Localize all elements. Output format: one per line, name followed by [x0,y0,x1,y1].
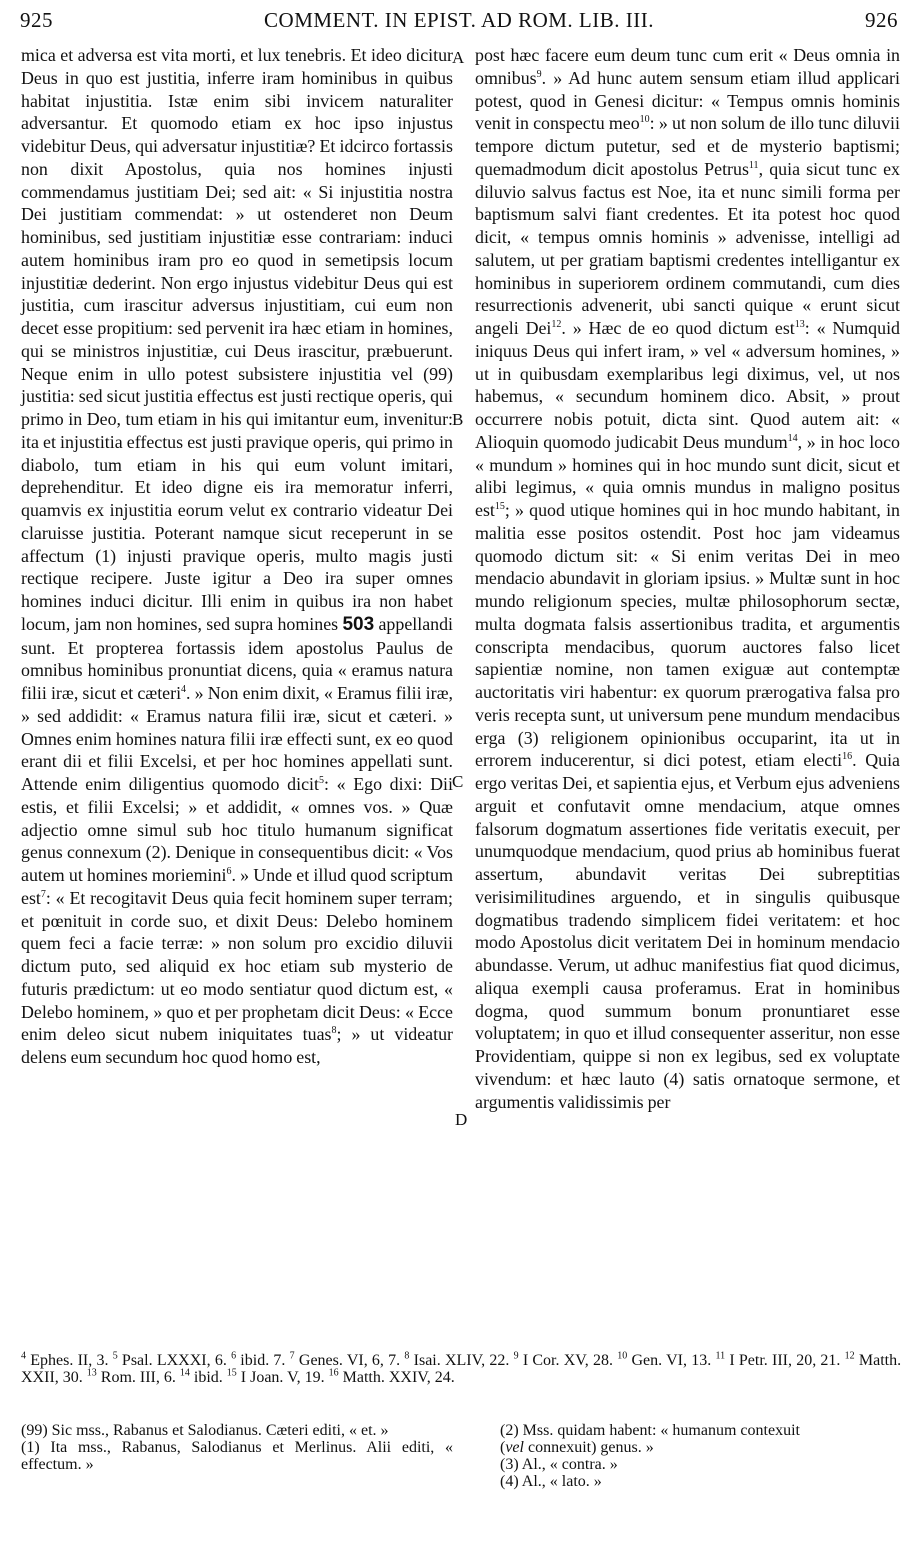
note-2-text: (2) Mss. quidam habent: « humanum contexuit [500,1422,800,1439]
footnote-ref: 8 [331,1025,337,1037]
left-text: . » Unde et illud quod scriptum est [21,865,453,908]
footnote-ref: 9 [536,68,542,80]
footnote-ref: 15 [494,501,505,513]
margin-letter-b: B [452,410,464,429]
reference: Psal. LXXXI, 6. [121,1352,227,1369]
footnote-ref: 14 [787,432,798,444]
margin-letter-c: C [452,772,464,791]
left-column [21,44,453,1069]
right-column [475,44,900,1113]
footnote-ref: 4 [181,684,187,696]
reference: Matth. XXIV, 24. [342,1369,455,1386]
left-text: mica et adversa est vita morti, et lux tenebris. Et ideo dicitur Deus in quo est justitia, inferre iram hominibus in quibus habitat injustitia. Istæ enim sibi invicem naturaliter adversantur. Et quomodo etiam ex hoc ipso injustus videbitur Deus, qui adversatur injustitiæ? Et idcirco fortassis non dixit Apostolus, quia nos homines injusti commendamus justitiam Dei; sed ait: « Si injustitia nostra Dei justitiam commendat: » ut ostenderet non Deum hominibus, sed justitiam injustitiæ esse contrariam: induci autem hominibus iram pro eo quod in semetipsis locum injustitiæ dederint. Non ergo injustus videbitur Deus qui est justitia, cum irascitur adversus injustitiam, cui eum non decet esse propitium: sed pervenit ira hæc etiam in homines, qui se ministros injustitiæ, cui Deus irascitur, præbuerunt. Neque enim in ullo potest subsistere injustitia vel (99) justitia: sed sicut justitia effectus est justi rectique operis, qui primo in Deo, tum etiam in his qui imitantur eum, invenitur: ita et injustitia effectus est justi pravique operis, qui primo in diabolo, tum etiam in his qui eum volunt imitari, deprehenditur. Et ideo digne eis ira memoratur inferri, quamvis ex injustitia eorum velut ex contrario videatur Dei claruisse justitia. Poterant namque sicut receperunt in se affectum (1) injusti pravique operis, multo magis justi rectique recipere. Juste igitur a Deo ira super omnes homines induci dicitur. Illi enim in quibus ira non habet locum, jam non homines, sed supra homines [21,45,453,634]
left-paragraph [21,44,453,1069]
margin-letter-a: A [452,48,465,67]
note-4: (4) Al., « lato. » [500,1473,602,1490]
footnote-ref: 5 [318,775,324,787]
note-3: (3) Al., « contra. » [500,1456,618,1473]
note-99: (99) Sic mss., Rabanus et Salodianus. Cæteri editi, « et. » [21,1422,389,1439]
reference: I Cor. XV, 28. [522,1352,614,1369]
margin-letter-d: D [455,1110,468,1129]
page-number-left: 925 [20,8,53,32]
left-text: ; » ut videatur delens eum secundum hoc quod homo est, [21,1024,453,1067]
right-text: ; » quod utique homines qui in hoc mundo habitant, in malitia esse positos ostendit. Post hoc jam videamus quomodo dictum sit: « Si enim veritas Dei in meo mendacio abundavit in gloriam ipsius. » Multæ sunt in hoc mundo religionum species, multæ philosophorum sectæ, multa dogmata falsis assertionibus tradita, et argumentis conscripta mendacibus, quorum auctores falso licet sapientiæ nomine, non tamen exiguæ aut contemptæ auctoritatis viri habentur: ex quorum prærogativa falsa pro veris recepta sunt, ut universum pene mundum mendacibus erga (3) religionem opinionibus occuparint, ita ut in errorem inducerentur, si dici potest, etiam electi [475,500,900,771]
footnote-ref: 6 [226,866,232,878]
right-text: , quia sicut tunc ex diluvio salvus factus est Noe, ita et nunc simili forma per baptismum salvi fiant credentes. Et ita potest hoc quod dicit, « tempus omnis hominis » advenisse, intelligi ad salutem, ut per gratiam baptismi credentes intelligantur ex hominibus in superiorem ordinem commutandi, cum dies resurrectionis advenerit, ubi sancti quique « erunt sicut angeli Dei [475,158,900,338]
note-2-variant: vel [505,1439,524,1456]
scripture-references: $^4$ Ephes. II, 3. $^5$ Psal. LXXXI, 6. $^6$ ibid. 7. $^7$ Genes. VI, 6, 7. $^8$ Isai. XLIV, 22. $^9$ I Cor. XV, 28. $^{10}$ Gen. VI, 13. $^{11}$ I Petr. III, 20, 21. $^{12}$ Matth. XXII, 30. $^{13}$ Rom. III, 6. $^{14}$ ibid. $^{15}$ I Joan. V, 19. $^{16}$ Matth. XXIV, 24. [21,1350,902,1386]
editorial-notes-right [500,1422,900,1490]
left-text: : « Ego dixi: Dii estis, et filii Excelsi; » et addidit, « omnes vos. » Quæ adjectio omne simul sub hoc titulo humanum significat genus connexum (2). Denique in consequentibus dicit: « Vos autem ut homines moriemini [21,774,453,885]
right-text: : « Numquid iniquus Deus qui infert iram, » vel « adversum homines, » ut in quibusdam exemplaribus legi diximus, vel, ut nos habemus, « secundum hominem dico. Absit, » prout occurrere nobis potuit, dicta sint. Quod autem ait: « Alioquin quomodo judicabit Deus mundum [475,318,900,452]
left-text: appellandi sunt. Et propterea fortassis idem apostolus Paulus de omnibus hominibus pronuntiat dicens, quia « eramus natura filii iræ, sicut et cæteri [21,613,453,703]
left-text: . » Non enim dixit, « Eramus filii iræ, » sed addidit: « Eramus natura filii iræ, sicut et cæteri. » Omnes enim homines natura filii iræ effecti sunt, ex eo quod erant dii et filii Excelsi, et per hoc homines appellati sunt. Attende enim diligentius quomodo dicit [21,683,453,794]
reference: Isai. XLIV, 22. [413,1352,510,1369]
footnote-ref: 7 [40,888,46,900]
footnote-ref: 13 [794,319,805,331]
right-text: . » Hæc de eo quod dictum est [561,318,795,338]
right-text: : » ut non solum de illo tunc diluvii tempore dictum putetur, sed et de mysterio baptismi; quemadmodum dicit apostolus Petrus [475,113,900,179]
note-2-text-cont: connexuit) genus. » [523,1439,654,1456]
reference: ibid. 7. [240,1352,286,1369]
footnote-ref: 10 [639,114,650,126]
reference: I Joan. V, 19. [240,1369,325,1386]
reference: Genes. VI, 6, 7. [298,1352,401,1369]
right-text: . » Ad hunc autem sensum etiam illud applicari potest, quod in Genesi dicitur: « Tempus omnis hominis venit in conspectu meo [475,67,900,134]
reference: Gen. VI, 13. [631,1352,712,1369]
running-header [20,8,898,38]
reference: I Petr. III, 20, 21. [729,1352,841,1369]
reference: Matth. XXII, 30. [21,1352,902,1386]
reference: Rom. III, 6. [100,1369,176,1386]
footnote-ref: 11 [748,159,759,171]
running-title: COMMENT. IN EPIST. AD ROM. LIB. III. [264,8,654,32]
editorial-notes-left [21,1422,453,1473]
reference: Ephes. II, 3. [30,1352,109,1369]
note-2: (2) Mss. quidam habent: « humanum contexuit (vel connexuit) genus. » [500,1422,800,1456]
page-marker: 503 [342,613,375,635]
right-text: , » in hoc loco « mundum » homines qui in hoc mundo sunt dicit, sicut et alibi legimus, « quia omnis mundus in maligno positus est [475,431,900,520]
footnote-ref: 12 [551,319,562,331]
right-text: post hæc facere eum deum tunc cum erit « Deus omnia in omnibus [475,45,900,88]
footnote-ref: 16 [842,751,853,763]
left-text: : « Et recogitavit Deus quia fecit hominem super terram; et pœnituit in corde suo, et dixit Deus: Delebo hominem quem feci a facie terræ: » non solum pro excidio diluvii dictum puto, sed aliquid ex hoc etiam sub mysterio de futuris prædictum: ut eo modo sentiatur quod dictum est, « Delebo hominem, » quo et per prophetam dicit Deus: « Ecce enim deleo sicut nubem iniquitates tuas [21,887,453,1045]
right-paragraph [475,44,900,1113]
note-1: (1) Ita mss., Rabanus, Salodianus et Merlinus. Alii editi, « effectum. » [21,1439,453,1473]
right-text: . Quia ergo veritas Dei, et sapientia ejus, et Verbum ejus adveniens arguit et confutavit omne mendacium, atque omnes falsorum dogmatum assertiones fide veritatis execuit, per unumquodque mendacium, quod prius ab hominibus fuerat assertum, abundavit veritas Dei subreptitias verisimilitudines arguendo, et in singulis quibusque dogmatibus tradendo simplicem fidei veritatem: et hoc modo Apostolus dicit veritatem Dei in hominum mendacio abundasse. Verum, ut adhuc manifestius fiat quod dicimus, aliqua exempli causa proferamus. Erat in hominibus dogma, quod summum bonum pronuntiaret esse voluptatem; in quo et illud consequenter asseritur, non esse Providentiam, quippe si non ex legibus, sed ex voluptate vivendum: et hæc lauto (4) satis ornatoque sermone, et argumentis validissimis per [475,750,900,1112]
reference: ibid. [193,1369,223,1386]
page-number-right: 926 [865,8,898,32]
